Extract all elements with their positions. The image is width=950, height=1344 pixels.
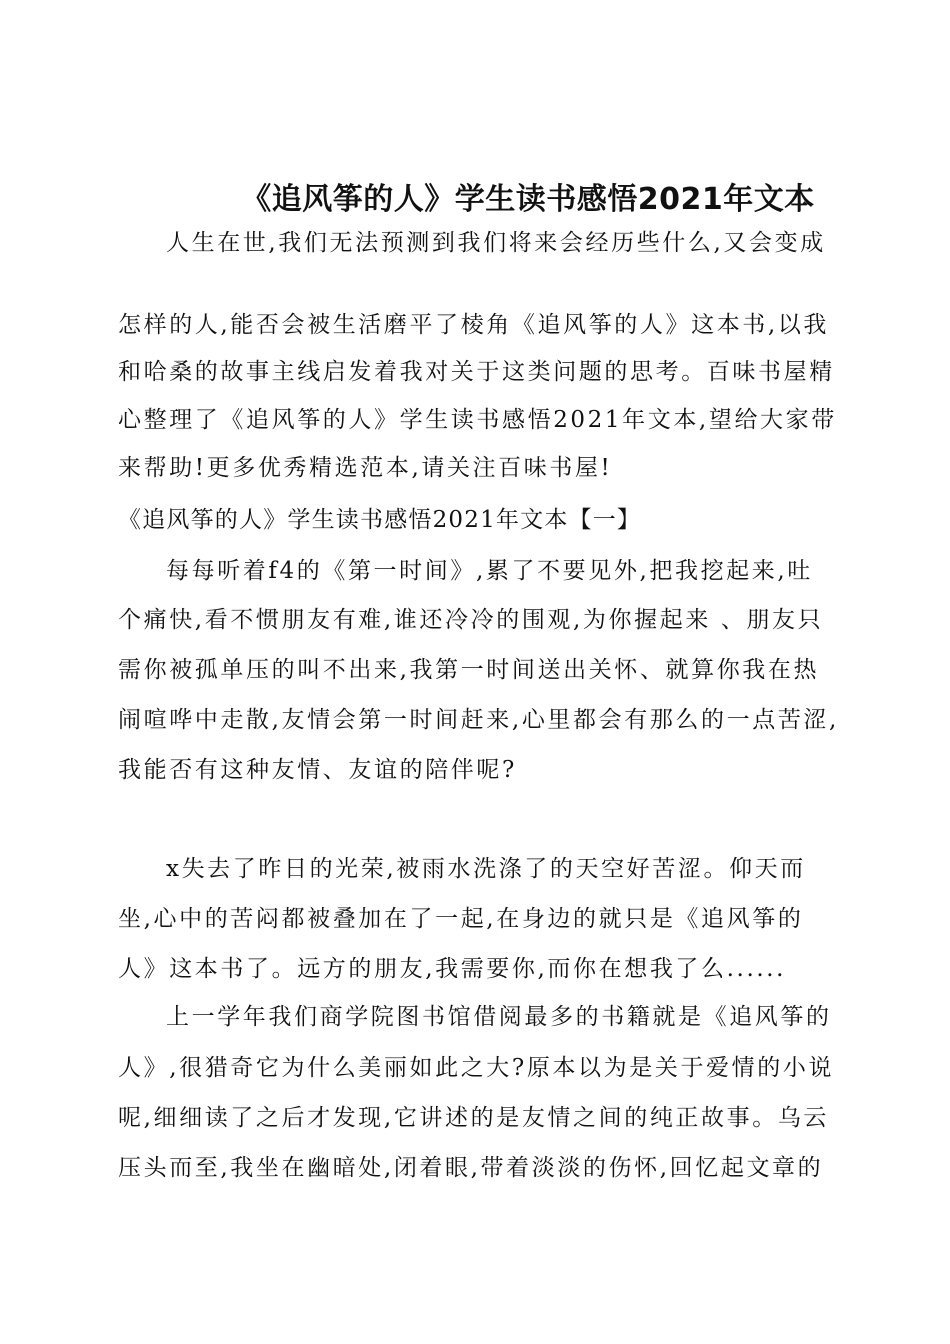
para2-line-1: x失去了昨日的光荣,被雨水洗涤了的天空好苦涩。仰天而 <box>166 856 806 882</box>
intro-line-3: 和哈桑的故事主线启发着我对关于这类问题的思考。百味书屋精 <box>118 359 835 385</box>
intro-line-2: 怎样的人,能否会被生活磨平了棱角《追风筝的人》这本书,以我 <box>118 312 830 338</box>
section-heading: 《追风筝的人》学生读书感悟2021年文本【一】 <box>118 507 642 533</box>
intro-line-4: 心整理了《追风筝的人》学生读书感悟2021年文本,望给大家带 <box>118 407 837 433</box>
para3-line-1: 上一学年我们商学院图书馆借阅最多的书籍就是《追风筝的 <box>166 1004 832 1030</box>
para3-line-3: 呢,细细读了之后才发现,它讲述的是友情之间的纯正故事。乌云 <box>118 1105 830 1131</box>
intro-line-5: 来帮助!更多优秀精选范本,请关注百味书屋! <box>118 455 613 481</box>
para2-line-3: 人》这本书了。远方的朋友,我需要你,而你在想我了么...... <box>118 956 787 982</box>
document-title: 《追风筝的人》学生读书感悟2021年文本 <box>241 182 815 217</box>
intro-line-1: 人生在世,我们无法预测到我们将来会经历些什么,又会变成 <box>166 230 826 256</box>
para1-line-5: 我能否有这种友情、友谊的陪伴呢? <box>118 757 517 783</box>
para3-line-2: 人》,很猎奇它为什么美丽如此之大?原本以为是关于爱情的小说 <box>118 1055 835 1081</box>
para2-line-2: 坐,心中的苦闷都被叠加在了一起,在身边的就只是《追风筝的 <box>118 906 804 932</box>
para3-line-4: 压头而至,我坐在幽暗处,闭着眼,带着淡淡的伤怀,回忆起文章的 <box>118 1155 824 1181</box>
para1-line-3: 需你被孤单压的叫不出来,我第一时间送出关怀、就算你我在热 <box>118 657 820 683</box>
para1-line-1: 每每听着f4的《第一时间》,累了不要见外,把我挖起来,吐 <box>166 558 813 584</box>
para1-line-4: 闹喧哗中走散,友情会第一时间赶来,心里都会有那么的一点苦涩, <box>118 707 839 733</box>
para1-line-2: 个痛快,看不惯朋友有难,谁还冷冷的围观,为你握起来 、朋友只 <box>118 607 824 633</box>
